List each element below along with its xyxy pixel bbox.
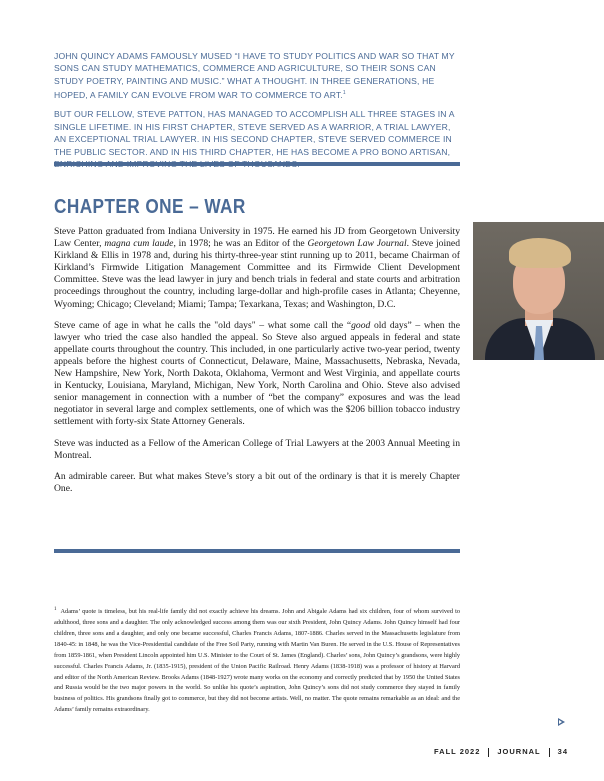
section-divider-bottom	[54, 549, 460, 553]
footer-separator	[549, 748, 550, 757]
body-paragraph-1: Steve Patton graduated from Indiana University in 1975. He earned his JD from Georgetown University Law Center, magna cum laude, in 1978; he was an Editor of the Georgetown Law Journal. Steve joined Kirkland & Ellis in 1978 and, during his thirty-three-year stint running up to 2011, became Chairman of Kirkland’s Firmwide Litigation Management Committee and its Firmwide Client Development Committee. Steve was the lead lawyer in jury and bench trials in federal and state courts and arbitration proceedings throughout the country, including large-dollar and high-profile cases in Atlanta; Cheyenne, Wyoming; Chicago; Cleveland; Miami; Tampa; Texarkana, Texas; and Washington, D.C.	[54, 226, 460, 310]
footer-publication: JOURNAL	[497, 747, 541, 756]
chapter-title: CHAPTER ONE – WAR	[54, 196, 246, 218]
footer-separator	[488, 748, 489, 757]
intro-paragraph-2: BUT OUR FELLOW, STEVE PATTON, HAS MANAGED TO ACCOMPLISH ALL THREE STAGES IN A SINGLE LIFETIME. IN HIS FIRST CHAPTER, STEVE SERVED AS A WARRIOR, A TRIAL LAWYER, AN EXCEPTIONAL TRIAL LAWYER. IN HIS SECOND CHAPTER, STEVE SERVED COMMERCE IN THE PUBLIC SECTOR. AND IN HIS THIRD CHAPTER, HE HAS BECOME A PRO BONO ARTISAN,	[54, 109, 455, 157]
portrait-photo	[473, 222, 604, 360]
intro-paragraph-1	[54, 50, 464, 101]
body-paragraph-4: An admirable career. But what makes Steve’s story a bit out of the ordinary is that it is merely Chapter One.	[54, 470, 460, 494]
footnote	[54, 605, 460, 716]
chapter-body	[54, 226, 460, 504]
footnote-marker: 1	[54, 607, 57, 612]
footnote-text: Adams’ quote is timeless, but his real-life family did not exactly achieve his dreams. John and Abigale Adams had six children, four of whom survived to adulthood, three sons and a daughter. The only acknowledged success among them was our sixth President, John Quincy Adams. John Quincy himself had four children, three sons and a daughter, and only one became successful, Charles Francis Adams, 1807-1886. Charles served in the Massachusetts legislature from 1840-45: in 1848, he was the Vice-Presidential candidate of the Free Soil Party, running with Martin Van Buren. He served in the U.S. House of Representatives from 1859-1861, when President Lincoln appointed him U.S. Minister to the Court of St. James (England). Charles’ sons, John Quincy’s grandsons, were highly successful. Charles Francis Adams, Jr. (1835-1915), president of the Union Pacific Railroad. Henry Adams (1838-1918) was a professor of history at Harvard and editor of the North American Review. Brooks Adams (1848-1927) wrote many works on the economy and correctly predicted that by 1950 the United States and Russia would be the two major powers in the world. So unlike his quote’s aspiration, John Quincy’s sons did not study commerce they stayed in family business of politics. His grandsons finally got to commerce, but they did not become artists. Well, no matter. The quote remains remarkable as an ideal: and the Adams’ family remains extraordinary.	[54, 608, 460, 714]
intro-paragraph-1-text: JOHN QUINCY ADAMS FAMOUSLY MUSED “I HAVE TO STUDY POLITICS AND WAR SO THAT MY SONS CAN STUDY MATHEMATICS, COMMERCE AND AGRICULTURE, SO THEIR SONS CAN STUDY POETRY, PAINTING AND MUSIC.” WHAT A THOUGHT. IN THREE GENERATIONS, HE HOPED, A FAMILY CAN EVOLVE FROM WAR TO COMMERCE TO ART.	[54, 51, 455, 101]
page-footer	[434, 747, 568, 757]
page-number: 34	[557, 747, 568, 756]
section-divider-top	[54, 162, 460, 166]
footer-season: FALL 2022	[434, 747, 481, 756]
footnote-ref[interactable]: 1	[342, 90, 346, 97]
continue-arrow-icon[interactable]	[558, 718, 565, 726]
intro-block	[54, 50, 464, 178]
body-paragraph-3: Steve was inducted as a Fellow of the American College of Trial Lawyers at the 2003 Annual Meeting in Montreal.	[54, 437, 460, 461]
body-paragraph-2: Steve came of age in what he calls the "old days" – what some call the “good old days” – when the lawyer who tried the case also handled the appeal. So Steve also argued appeals in federal and state appellate courts throughout the country. This included, in one particularly active two-year period, twenty appeals before the highest courts of Connecticut, Delaware, Maine, Massachusetts, Nebraska, Nevada, New Hampshire, New York, North Dakota, Oklahoma, Vermont and West Virginia, and appellate courts in Kentucky, Louisiana, Maryland, Michigan, New York, North Carolina and Ohio. Steve also advised senior management in connection with a number of “bet the company” exposures and was the lead negotiator in several large and complex settlements, one of which was the $206 billion tobacco industry settlement with forty-six State Attorney Generals.	[54, 319, 460, 428]
